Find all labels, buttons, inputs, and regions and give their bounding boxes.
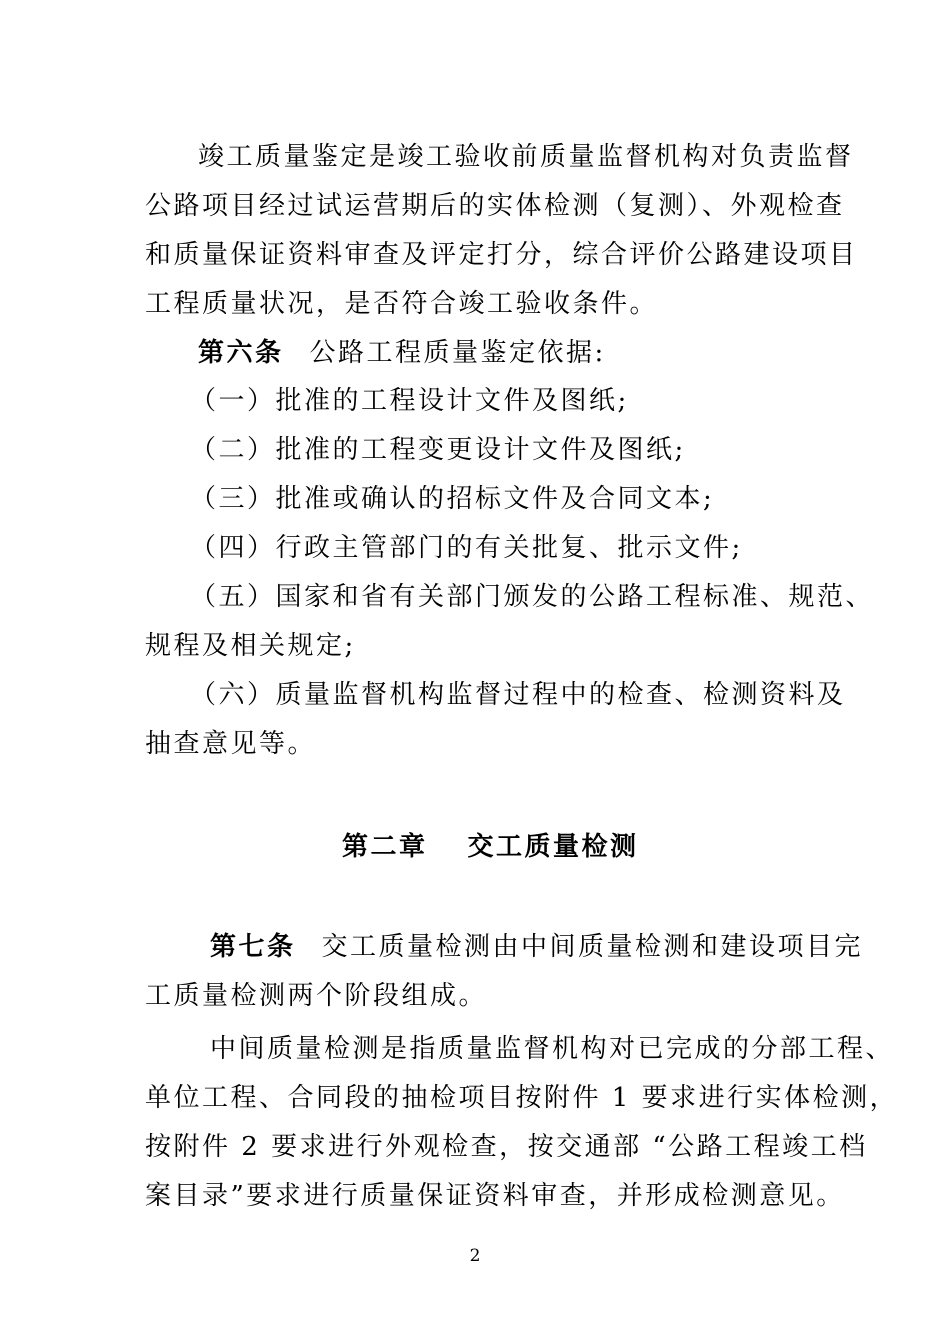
paragraph-line: 工程质量状况，是否符合竣工验收条件。 [145,289,659,319]
article-6-line [198,336,606,370]
article-7-text: 交工质量检测由中间质量检测和建设项目完 [321,932,864,962]
chapter-title: 交工质量检测 [467,832,639,862]
paragraph-line: 单位工程、合同段的抽检项目按附件 1 要求进行实体检测， [145,1083,899,1113]
article-6-text: 公路工程质量鉴定依据: [309,338,606,368]
list-item-continuation: 抽查意见等。 [145,729,317,759]
list-item: （三）批准或确认的招标文件及合同文本; [190,484,715,514]
paragraph-line: 按附件 2 要求进行外观检查，按交通部 “公路工程竣工档 [145,1132,868,1162]
list-item: （五）国家和省有关部门颁发的公路工程标准、规范、 [190,582,875,612]
list-item-continuation: 规程及相关规定; [145,631,356,661]
paragraph-line: 公路项目经过试运营期后的实体检测（复测）、外观检查 [145,191,845,221]
paragraph-line: 和质量保证资料审查及评定打分，综合评价公路建设项目 [145,240,858,270]
paragraph-line: 竣工质量鉴定是竣工验收前质量监督机构对负责监督 [198,142,854,172]
paragraph-line: 工质量检测两个阶段组成。 [145,981,488,1011]
article-6-heading: 第六条 [198,338,284,368]
page-number: 2 [469,1246,481,1266]
chapter-heading [342,830,639,864]
chapter-number: 第二章 [342,832,428,862]
article-7-heading: 第七条 [210,932,296,962]
list-item: （六）质量监督机构监督过程中的检查、检测资料及 [190,680,846,710]
list-item: （二）批准的工程变更设计文件及图纸; [190,435,686,465]
paragraph-line: 案目录”要求进行质量保证资料审查，并形成检测意见。 [145,1181,845,1211]
paragraph-line: 中间质量检测是指质量监督机构对已完成的分部工程、 [210,1034,895,1064]
list-item: （四）行政主管部门的有关批复、批示文件; [190,533,743,563]
article-7-line [210,930,863,964]
list-item: （一）批准的工程设计文件及图纸; [190,386,629,416]
